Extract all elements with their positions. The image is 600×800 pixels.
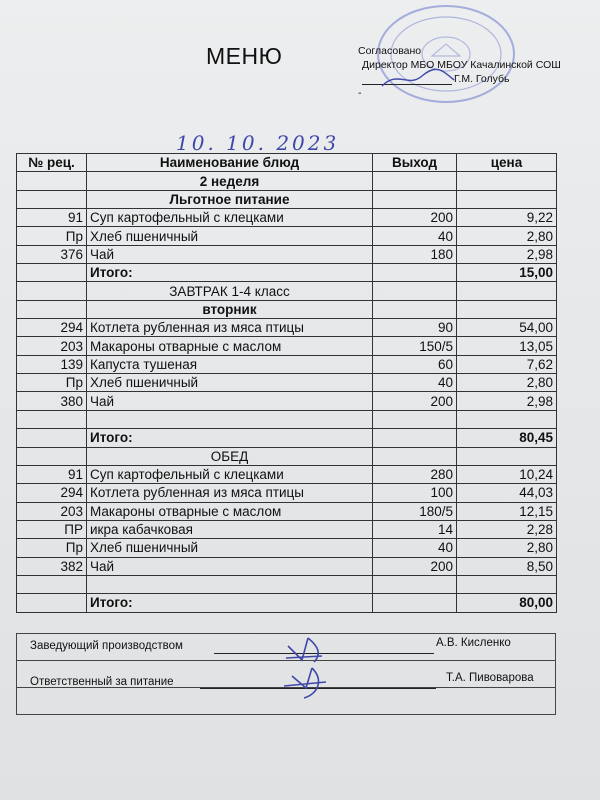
price-cell (457, 172, 557, 190)
footer-divider (16, 633, 556, 634)
recipe-code-cell (17, 300, 87, 318)
recipe-code-cell (17, 190, 87, 208)
recipe-code-cell (17, 264, 87, 282)
recipe-code-cell: 380 (17, 392, 87, 410)
table-row (17, 594, 557, 612)
portion-cell (373, 172, 457, 190)
dish-name-cell: икра кабачковая (87, 520, 373, 538)
dish-name-cell (87, 575, 373, 593)
recipe-code-cell: 294 (17, 484, 87, 502)
recipe-code-cell (17, 410, 87, 428)
production-manager-name: А.В. Кисленко (436, 637, 511, 649)
portion-cell: 150/5 (373, 337, 457, 355)
recipe-code-cell: 203 (17, 337, 87, 355)
portion-cell (373, 282, 457, 300)
dish-name-cell: Макароны отварные с маслом (87, 337, 373, 355)
price-cell (457, 447, 557, 465)
price-cell: 15,00 (457, 264, 557, 282)
price-cell: 7,62 (457, 355, 557, 373)
dish-name-cell: Суп картофельный с клецками (87, 465, 373, 483)
dish-name-cell: ЗАВТРАК 1-4 класс (87, 282, 373, 300)
portion-cell: 40 (373, 227, 457, 245)
portion-cell (373, 410, 457, 428)
approval-line-3: Г.М. Голубь (454, 73, 510, 85)
table-row (17, 557, 557, 575)
price-cell: 44,03 (457, 484, 557, 502)
handwritten-date: 10. 10. 2023 (176, 131, 340, 155)
table-row (17, 319, 557, 337)
recipe-code-cell: Пр (17, 539, 87, 557)
production-manager-label: Заведующий производством (30, 640, 183, 652)
approval-line-4: - (358, 87, 362, 99)
dish-name-cell: Чай (87, 245, 373, 263)
price-cell: 2,80 (457, 374, 557, 392)
portion-cell (373, 264, 457, 282)
recipe-code-cell: ПР (17, 520, 87, 538)
recipe-code-cell: Пр (17, 374, 87, 392)
column-header: Выход (373, 154, 457, 172)
approval-line-1: Согласовано (358, 45, 422, 57)
portion-cell: 40 (373, 539, 457, 557)
dish-name-cell: 2 неделя (87, 172, 373, 190)
price-cell: 2,80 (457, 539, 557, 557)
portion-cell: 180/5 (373, 502, 457, 520)
price-cell: 2,80 (457, 227, 557, 245)
price-cell: 10,24 (457, 465, 557, 483)
dish-name-cell: Хлеб пшеничный (87, 227, 373, 245)
price-cell (457, 575, 557, 593)
dish-name-cell: Суп картофельный с клецками (87, 209, 373, 227)
portion-cell (373, 190, 457, 208)
table-row (17, 337, 557, 355)
table-row (17, 429, 557, 447)
recipe-code-cell: 91 (17, 209, 87, 227)
price-cell (457, 190, 557, 208)
dish-name-cell: Чай (87, 557, 373, 575)
table-row (17, 520, 557, 538)
portion-cell: 14 (373, 520, 457, 538)
column-header: № рец. (17, 154, 87, 172)
footer-border (555, 633, 556, 714)
table-header-row (17, 154, 557, 172)
price-cell: 2,98 (457, 392, 557, 410)
column-header: цена (457, 154, 557, 172)
table-row (17, 447, 557, 465)
price-cell: 2,98 (457, 245, 557, 263)
recipe-code-cell: 294 (17, 319, 87, 337)
recipe-code-cell: 382 (17, 557, 87, 575)
table-row (17, 209, 557, 227)
food-responsible-label: Ответственный за питание (30, 676, 174, 688)
table-row (17, 264, 557, 282)
portion-cell: 90 (373, 319, 457, 337)
table-row (17, 300, 557, 318)
dish-name-cell: Итого: (87, 429, 373, 447)
table-row (17, 227, 557, 245)
price-cell: 13,05 (457, 337, 557, 355)
table-row (17, 282, 557, 300)
price-cell: 12,15 (457, 502, 557, 520)
price-cell: 54,00 (457, 319, 557, 337)
portion-cell (373, 594, 457, 612)
menu-table-body (17, 172, 557, 612)
portion-cell: 100 (373, 484, 457, 502)
dish-name-cell: Чай (87, 392, 373, 410)
table-row (17, 539, 557, 557)
dish-name-cell: ОБЕД (87, 447, 373, 465)
table-row (17, 465, 557, 483)
recipe-code-cell: 91 (17, 465, 87, 483)
table-row (17, 575, 557, 593)
portion-cell: 280 (373, 465, 457, 483)
price-cell: 80,45 (457, 429, 557, 447)
portion-cell (373, 447, 457, 465)
table-row (17, 392, 557, 410)
column-header: Наименование блюд (87, 154, 373, 172)
price-cell: 80,00 (457, 594, 557, 612)
recipe-code-cell (17, 575, 87, 593)
recipe-code-cell (17, 172, 87, 190)
table-row (17, 374, 557, 392)
portion-cell (373, 300, 457, 318)
director-signature (378, 66, 458, 92)
portion-cell: 200 (373, 557, 457, 575)
table-row (17, 190, 557, 208)
price-cell (457, 282, 557, 300)
table-row (17, 484, 557, 502)
price-cell: 9,22 (457, 209, 557, 227)
portion-cell: 40 (373, 374, 457, 392)
price-cell: 8,50 (457, 557, 557, 575)
table-row (17, 410, 557, 428)
recipe-code-cell: Пр (17, 227, 87, 245)
portion-cell: 60 (373, 355, 457, 373)
recipe-code-cell: 203 (17, 502, 87, 520)
dish-name-cell: Хлеб пшеничный (87, 374, 373, 392)
footer-divider (16, 714, 556, 715)
price-cell (457, 300, 557, 318)
footer-border (16, 633, 17, 714)
dish-name-cell: Макароны отварные с маслом (87, 502, 373, 520)
menu-table (16, 153, 557, 613)
dish-name-cell: Капуста тушеная (87, 355, 373, 373)
dish-name-cell: Итого: (87, 594, 373, 612)
recipe-code-cell (17, 447, 87, 465)
dish-name-cell: вторник (87, 300, 373, 318)
food-responsible-name: Т.А. Пивоварова (446, 672, 534, 684)
recipe-code-cell (17, 594, 87, 612)
portion-cell: 180 (373, 245, 457, 263)
recipe-code-cell (17, 429, 87, 447)
portion-cell (373, 429, 457, 447)
handwritten-signatures (278, 636, 338, 706)
dish-name-cell: Котлета рубленная из мяса птицы (87, 319, 373, 337)
price-cell: 2,28 (457, 520, 557, 538)
recipe-code-cell: 376 (17, 245, 87, 263)
dish-name-cell (87, 410, 373, 428)
table-row (17, 355, 557, 373)
portion-cell (373, 575, 457, 593)
table-row (17, 172, 557, 190)
recipe-code-cell (17, 282, 87, 300)
price-cell (457, 410, 557, 428)
dish-name-cell: Хлеб пшеничный (87, 539, 373, 557)
page-title: МЕНЮ (206, 43, 283, 69)
approval-line-2: Директор МБО МБОУ Качалинской СОШ (362, 59, 561, 71)
dish-name-cell: Котлета рубленная из мяса птицы (87, 484, 373, 502)
recipe-code-cell: 139 (17, 355, 87, 373)
portion-cell: 200 (373, 209, 457, 227)
table-row (17, 502, 557, 520)
dish-name-cell: Итого: (87, 264, 373, 282)
portion-cell: 200 (373, 392, 457, 410)
table-row (17, 245, 557, 263)
dish-name-cell: Льготное питание (87, 190, 373, 208)
